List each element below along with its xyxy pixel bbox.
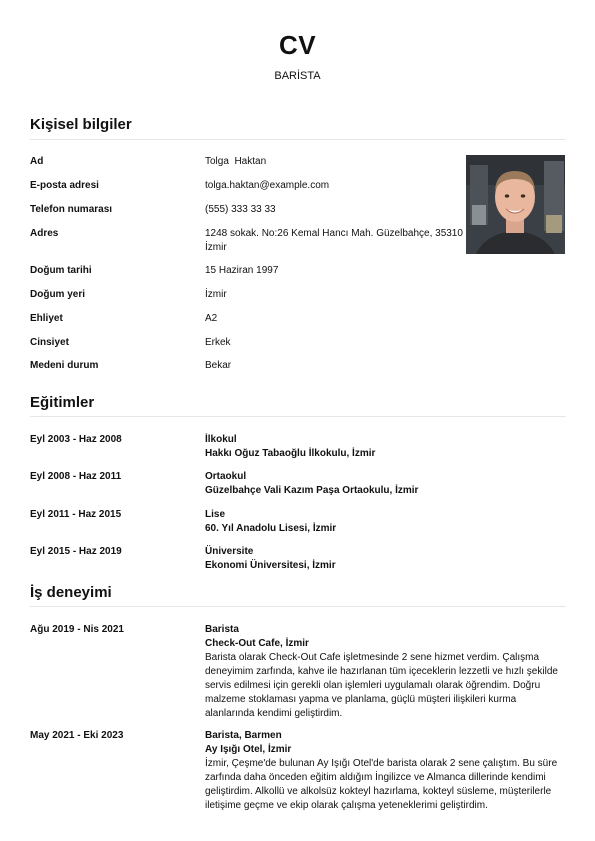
field-value: 15 Haziran 1997 [205,265,279,276]
education-school: Ekonomi Üniversitesi, İzmir [205,560,336,571]
field-label: Cinsiyet [30,337,69,348]
field-value: İzmir [205,289,227,300]
experience-period: Ağu 2019 - Nis 2021 [30,624,124,635]
profile-photo [466,155,565,254]
education-degree: Ortaokul [205,471,247,482]
experience-role: Barista [205,624,239,635]
field-label: Telefon numarası [30,204,113,215]
field-value: A2 [205,313,218,324]
cv-title: CV [278,30,317,60]
field-value: Erkek [205,337,231,348]
education-degree: İlkokul [205,434,237,445]
section-title-personal: Kişisel bilgiler [30,116,132,133]
education-period: Eyl 2011 - Haz 2015 [30,509,122,520]
field-value: tolga.haktan@example.com [205,180,330,191]
section-divider [30,139,566,140]
field-label: Adres [30,228,59,239]
field-value: Tolga Haktan [205,156,267,167]
education-period: Eyl 2003 - Haz 2008 [30,434,122,445]
section-title-education: Eğitimler [30,394,95,411]
experience-role: Barista, Barmen [205,730,282,741]
education-school: Hakkı Oğuz Tabaoğlu İlkokulu, İzmir [205,448,376,459]
education-period: Eyl 2015 - Haz 2019 [30,546,122,557]
experience-description: Barista olarak Check-Out Cafe işletmesinde 2 sene hizmet verdim. Çalışma deneyimim zarfında, kahve ile hazırlanan tüm içeceklerin lezzetli ve hızlı şekilde servis edilmesi için gerekli olan işlemleri uygulamalı olarak öğrendim. Doğru malzeme stoklaması yapma ve planlama, güçlü müşteri ilişkileri kurma alanlarında kendimi geliştirdim. [205,652,558,719]
education-degree: Lise [205,509,226,520]
education-school: Güzelbahçe Vali Kazım Paşa Ortaokulu, İzmir [205,485,419,496]
cv-subtitle: BARİSTA [274,70,321,82]
field-value: (555) 333 33 33 [205,204,276,215]
field-label: Ehliyet [30,313,63,324]
education-degree: Üniversite [205,546,254,557]
section-divider [30,416,566,417]
field-label: Medeni durum [30,360,99,371]
field-value: Bekar [205,360,232,371]
field-label: E-posta adresi [30,180,99,191]
section-title-experience: İş deneyimi [30,584,112,601]
experience-company: Ay Işığı Otel, İzmir [205,744,292,755]
experience-description: İzmir, Çeşme'de bulunan Ay Işığı Otel'de barista olarak 2 sene çalıştım. Bu süre zarfında daha önceden eğitim aldığım İngilizce ve Almanca dillerinde kendimi geliştirdim. Alkollü ve alkolsüz kokteyl hazırlama, kokteyl süsleme, müşterilerle iletişime geçme ve ekip olarak çalışma yeteneklerimi geliştirdim. [205,758,558,811]
field-label: Ad [30,156,44,167]
experience-company: Check-Out Cafe, İzmir [205,638,309,649]
field-label: Doğum yeri [30,289,86,300]
field-label: Doğum tarihi [30,265,92,276]
section-divider [30,606,566,607]
experience-period: May 2021 - Eki 2023 [30,730,124,741]
education-school: 60. Yıl Anadolu Lisesi, İzmir [205,523,337,534]
field-value: 1248 sokak. No:26 Kemal Hancı Mah. Güzelbahçe, 35310 İzmir [205,228,463,253]
education-period: Eyl 2008 - Haz 2011 [30,471,122,482]
